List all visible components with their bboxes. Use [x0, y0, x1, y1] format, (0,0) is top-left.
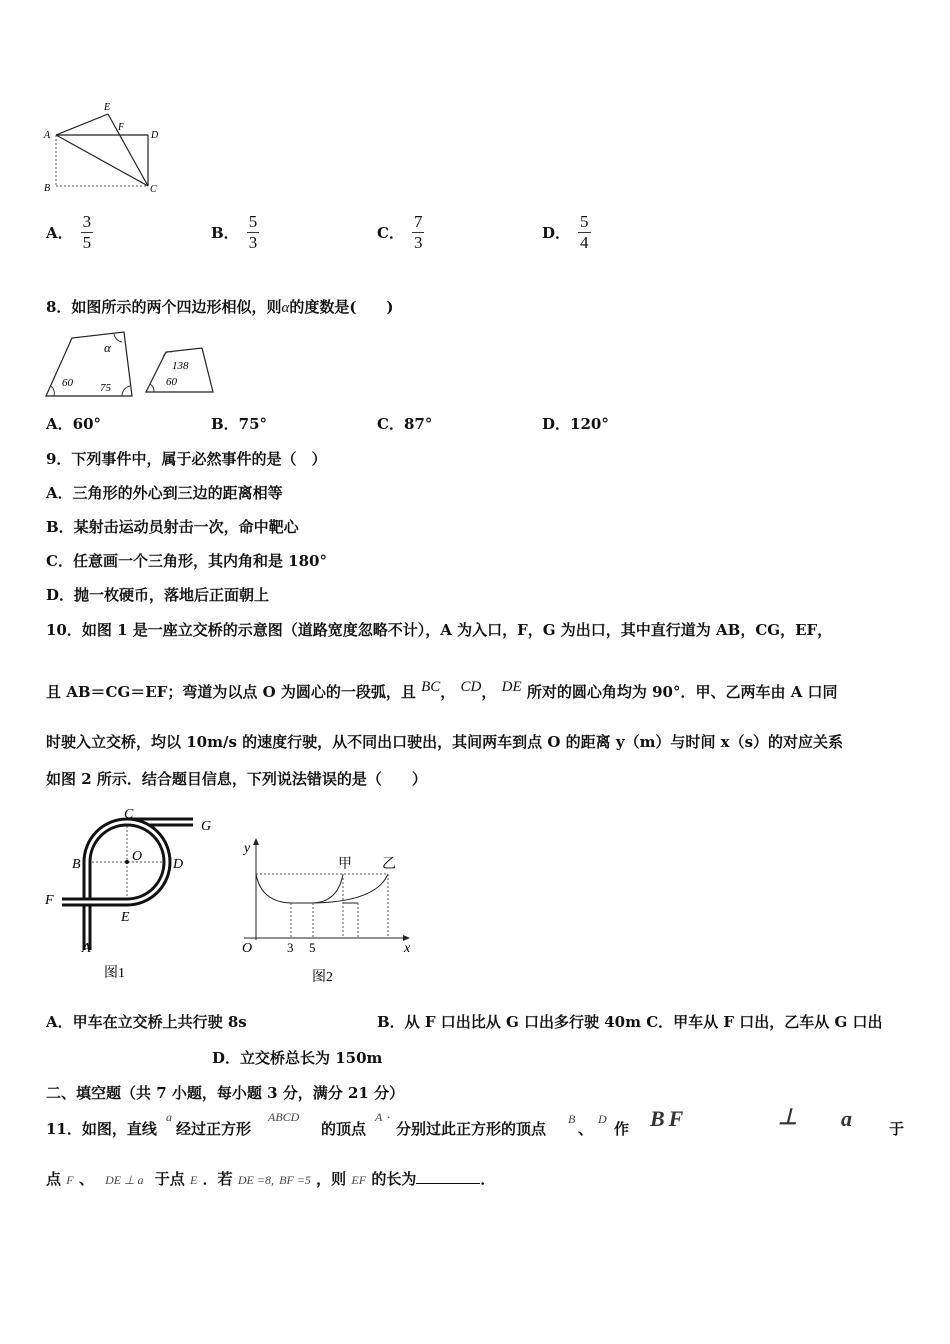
q11-var-b: B [568, 1112, 576, 1126]
q10-option-a[interactable]: A．甲车在立交桥上共行驶 8s [46, 1013, 247, 1031]
q7-option-c-letter: C． [377, 224, 404, 242]
q8-option-c[interactable]: C．87° [377, 415, 433, 433]
q10-fig2-tick-5: 5 [309, 940, 316, 955]
q8-quad1-label-75: 75 [100, 382, 111, 394]
q8-quad1-angle-60 [51, 386, 54, 396]
q10-fig2-label-jia: 甲 [338, 857, 352, 872]
q10-fig1-label-b: B [72, 857, 81, 872]
q10-fig2-label-y: y [244, 841, 251, 856]
q11-l2-3: 于点 [154, 1170, 185, 1188]
q10-arc-bc: BC [421, 679, 441, 695]
q9-option-a[interactable]: A．三角形的外心到三边的距离相等 [46, 484, 283, 502]
q11-var-e: E [190, 1173, 198, 1187]
q10-figure-2 [236, 830, 426, 990]
q11-var-ef: EF [351, 1173, 367, 1187]
q10-line-2-b: 所对的圆心角均为 90°．甲、乙两车由 A 口同 [526, 683, 838, 701]
q7-option-b[interactable] [211, 212, 259, 253]
q7-label-d: D [151, 130, 159, 141]
q10-fig1-caption: 图1 [104, 966, 125, 981]
q8-option-b[interactable]: B．75° [211, 415, 268, 433]
q10-fig2-curve-1 [256, 874, 291, 903]
q7-option-b-num: 5 [248, 212, 258, 231]
q11-dot: · [387, 1110, 390, 1124]
q10-fig2-label-yi: 乙 [382, 857, 396, 872]
q11-sep: 、 [578, 1120, 594, 1138]
q10-option-d[interactable]: D．立交桥总长为 150m [212, 1049, 383, 1067]
q10-fig1-label-o: O [132, 849, 143, 864]
q11-text-3: 的顶点 [321, 1120, 367, 1138]
q9-option-d[interactable]: D．抛一枚硬币，落地后正面朝上 [46, 586, 270, 604]
q11-line-2 [46, 1168, 495, 1189]
q11-l2-2: 、 [78, 1170, 94, 1188]
q8-stem-end: 的度数是( ) [289, 298, 394, 316]
q7-label-e: E [104, 102, 111, 113]
q7-label-b: B [44, 183, 51, 194]
q11-var-abcd: ABCD [268, 1110, 300, 1124]
q11-var-d: D [598, 1112, 607, 1126]
q7-option-a-fraction [81, 212, 94, 253]
q11-text-4: 分别过此正方形的顶点 [396, 1120, 547, 1138]
q10-line-3: 时驶入立交桥，均以 10m/s 的速度行驶，从不同出口驶出，其间两车到点 O 的距离 y（m）与时间 x（s）的对应关系 [46, 733, 844, 751]
q11-bf-big: BF [650, 1106, 688, 1131]
q10-fig1-label-c: C [124, 807, 134, 822]
q7-option-d[interactable] [542, 212, 591, 253]
q11-a-big: a [841, 1106, 856, 1131]
q8-quad2-label-60: 60 [166, 376, 177, 388]
q7-option-b-fraction [247, 212, 260, 253]
q7-option-c-den: 3 [413, 233, 423, 252]
q10-fig1-label-g: G [201, 819, 212, 834]
q7-figure [38, 98, 168, 198]
q8-quad2-angle-60 [150, 384, 154, 392]
q10-fig1-center-o [125, 860, 129, 864]
q8-option-d[interactable]: D．120° [542, 415, 609, 433]
q10-figure-1 [40, 800, 220, 988]
q10-comma-1: ， [440, 683, 456, 701]
q10-fig1-label-f: F [45, 893, 54, 908]
q10-fig2-tick-3: 3 [287, 940, 294, 955]
q10-fig1-road-outer-inner [87, 822, 193, 950]
q7-option-a-letter: A． [46, 224, 73, 242]
q8-quad2-label-138: 138 [172, 360, 189, 372]
q8-stem-text: 8．如图所示的两个四边形相似，则 [46, 298, 282, 316]
q10-line-2 [46, 681, 838, 702]
section-2-heading: 二、填空题（共 7 小题，每小题 3 分，满分 21 分） [46, 1084, 405, 1102]
q10-fig1-road-outer [87, 822, 193, 950]
q10-fig2-y-arrow [253, 838, 259, 845]
q10-fig2-caption: 图2 [312, 970, 333, 985]
q7-option-c-fraction [412, 212, 425, 253]
q7-option-b-letter: B． [211, 224, 239, 242]
q10-line-1: 10．如图 1 是一座立交桥的示意图（道路宽度忽略不计），A 为入口，F，G 为出口，其中直行道为 AB，CG，EF， [46, 621, 833, 639]
q7-option-a-num: 3 [82, 212, 92, 231]
q11-var-a: a [166, 1110, 172, 1124]
q9-option-c[interactable]: C．任意画一个三角形，其内角和是 180° [46, 552, 327, 570]
q7-option-d-fraction [578, 212, 591, 253]
q11-l2-4: ．若 [202, 1170, 233, 1188]
q7-option-d-letter: D． [542, 224, 571, 242]
q8-quad1-angle-75 [122, 386, 130, 396]
q11-l2-1: 点 [46, 1170, 62, 1188]
q11-text-1: 11．如图，直线 [46, 1120, 157, 1138]
q10-arc-cd: CD [460, 679, 482, 695]
q10-line-2-a: 且 AB＝CG＝EF；弯道为以点 O 为圆心的一段弧，且 [46, 683, 416, 701]
q8-quad1-label-alpha: α [104, 340, 111, 355]
q10-comma-2: ， [481, 683, 497, 701]
q7-label-a: A [44, 130, 51, 141]
q10-fig2-curve-yi [313, 874, 388, 903]
q10-fig2-label-o: O [242, 941, 253, 956]
q11-end: ． [480, 1170, 496, 1188]
q11-text-2: 经过正方形 [176, 1120, 252, 1138]
q7-label-c: C [150, 184, 157, 195]
q10-fig1-label-d: D [173, 857, 184, 872]
q7-option-d-den: 4 [580, 233, 589, 252]
q11-l2-5: ，则 [316, 1170, 347, 1188]
q7-line-ae [56, 114, 108, 135]
q9-option-b[interactable]: B．某射击运动员射击一次，命中靶心 [46, 518, 299, 536]
q11-answer-blank[interactable] [416, 1171, 480, 1184]
q11-bf-5: BF =5 [279, 1173, 311, 1187]
q7-option-a[interactable] [46, 212, 93, 253]
q7-option-c-num: 7 [413, 212, 423, 231]
q7-option-d-num: 5 [580, 212, 589, 231]
q10-fig1-label-e: E [121, 910, 130, 925]
q8-stem [46, 296, 394, 317]
q11-de-perp-a: DE ⊥ a [105, 1173, 144, 1187]
q11-l2-6: 的长为 [371, 1170, 417, 1188]
q11-perp-big: ⊥ [778, 1104, 802, 1129]
q8-quad1-label-60: 60 [62, 377, 73, 389]
q11-line-1 [46, 1104, 906, 1146]
q8-option-a[interactable]: A．60° [46, 415, 102, 433]
q8-quad1-angle-alpha [114, 334, 122, 342]
q11-de-8: DE =8, [237, 1173, 274, 1187]
q11-text-6: 于 [889, 1120, 905, 1138]
q10-fig2-label-x: x [404, 941, 411, 956]
q8-alpha: α [281, 300, 290, 316]
q7-option-c[interactable] [377, 212, 424, 253]
q11-text-5: 作 [614, 1120, 630, 1138]
q7-option-b-den: 3 [248, 233, 258, 252]
q11-var-a-vertex: A [375, 1110, 383, 1124]
q8-quad2-angle-138 [163, 352, 172, 358]
q9-stem: 9．下列事件中，属于必然事件的是（ ） [46, 450, 327, 468]
q8-figure [42, 328, 222, 400]
q10-arc-de: DE [501, 679, 522, 695]
q10-line-4: 如图 2 所示．结合题目信息，下列说法错误的是（ ） [46, 770, 427, 788]
q10-option-bc[interactable]: B．从 F 口出比从 G 口出多行驶 40m C．甲车从 F 口出，乙车从 G 口出 [377, 1013, 883, 1031]
q11-var-f: F [66, 1173, 74, 1187]
q10-fig1-label-a: A [82, 941, 91, 956]
q10-fig2-curve-jia [313, 874, 343, 903]
q7-option-a-den: 5 [82, 233, 92, 252]
q7-label-f: F [118, 122, 125, 133]
